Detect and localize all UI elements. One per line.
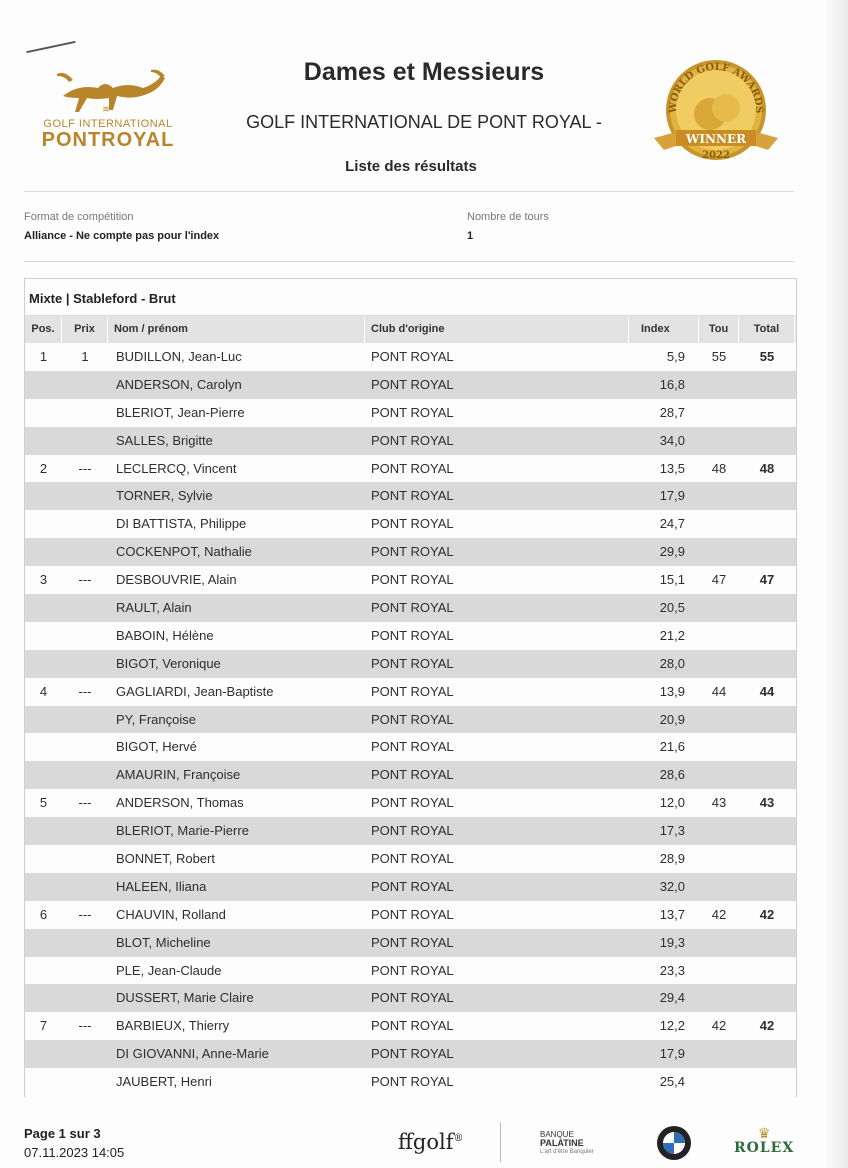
table-row bbox=[25, 1068, 796, 1096]
cell-club: PONT ROYAL bbox=[371, 460, 454, 476]
svg-text:WINNER: WINNER bbox=[685, 132, 747, 146]
table-row bbox=[25, 761, 796, 789]
cell-index: 17,9 bbox=[659, 1046, 685, 1062]
cell-index: 13,5 bbox=[659, 460, 685, 476]
cell-prix bbox=[62, 957, 108, 985]
club-subtitle: GOLF INTERNATIONAL DE PONT ROYAL - bbox=[246, 112, 602, 132]
cell-pos bbox=[25, 733, 62, 761]
cell-prix: --- bbox=[78, 572, 92, 588]
cell-name: RAULT, Alain bbox=[116, 600, 192, 616]
cell-pos: 3 bbox=[39, 572, 48, 588]
cell-prix bbox=[62, 399, 108, 427]
cell-tou: 55 bbox=[711, 349, 727, 364]
cell-index: 23,3 bbox=[659, 962, 685, 978]
svg-text:≋: ≋ bbox=[102, 105, 110, 115]
cell-prix bbox=[62, 817, 108, 845]
table-row bbox=[25, 901, 796, 929]
cell-index: 29,4 bbox=[659, 990, 685, 1006]
logo-subtitle: GOLF INTERNATIONAL bbox=[43, 118, 173, 130]
cell-total bbox=[739, 984, 795, 1012]
cell-total bbox=[739, 427, 795, 455]
header-name: Nom / prénom bbox=[108, 316, 365, 343]
cell-prix bbox=[62, 984, 108, 1012]
cell-tou bbox=[699, 399, 739, 427]
table-row bbox=[25, 482, 796, 510]
cell-tou bbox=[699, 538, 739, 566]
table-row bbox=[25, 929, 796, 957]
pen-mark bbox=[26, 41, 75, 53]
bmw-logo bbox=[656, 1125, 692, 1166]
cell-tou bbox=[699, 427, 739, 455]
cell-tou: 42 bbox=[711, 1018, 727, 1034]
cell-club: PONT ROYAL bbox=[371, 795, 454, 811]
cell-pos: 4 bbox=[39, 683, 48, 699]
cell-index: 12,0 bbox=[659, 795, 685, 811]
cell-total: 42 bbox=[759, 906, 775, 922]
cell-index: 28,0 bbox=[659, 655, 685, 671]
cell-tou: 44 bbox=[711, 683, 727, 699]
header-index: Index bbox=[629, 316, 699, 343]
cell-club: PONT ROYAL bbox=[371, 488, 454, 504]
cell-prix bbox=[62, 427, 108, 455]
cell-name: PLE, Jean-Claude bbox=[116, 962, 222, 978]
cell-name: BUDILLON, Jean-Luc bbox=[116, 349, 242, 364]
cell-pos bbox=[25, 1068, 62, 1096]
cell-club: PONT ROYAL bbox=[371, 711, 454, 727]
table-row bbox=[25, 594, 796, 622]
cell-prix: --- bbox=[78, 795, 92, 811]
cell-name: JAUBERT, Henri bbox=[116, 1074, 212, 1090]
cell-total: 43 bbox=[759, 795, 775, 811]
cell-pos bbox=[25, 371, 62, 399]
cell-total: 42 bbox=[759, 1018, 775, 1034]
cell-index: 32,0 bbox=[659, 878, 685, 894]
cell-pos bbox=[25, 594, 62, 622]
cell-name: BIGOT, Veronique bbox=[116, 655, 221, 671]
cell-prix bbox=[62, 761, 108, 789]
table-row bbox=[25, 817, 796, 845]
cell-index: 20,9 bbox=[659, 711, 685, 727]
cell-pos bbox=[25, 929, 62, 957]
cell-total bbox=[739, 371, 795, 399]
cell-club: PONT ROYAL bbox=[371, 572, 454, 588]
cell-index: 21,2 bbox=[659, 627, 685, 643]
cell-club: PONT ROYAL bbox=[371, 906, 454, 922]
svg-text:WORLD GOLF AWARDS: WORLD GOLF AWARDS bbox=[667, 61, 765, 114]
cell-total bbox=[739, 761, 795, 789]
table-row bbox=[25, 789, 796, 817]
table-row bbox=[25, 455, 796, 483]
banque-line3: L'art d'être Banquier bbox=[540, 1149, 594, 1155]
footer-divider bbox=[500, 1122, 501, 1162]
cell-pos: 2 bbox=[39, 460, 48, 476]
cell-total bbox=[739, 594, 795, 622]
cell-prix: --- bbox=[78, 683, 92, 699]
format-label: Format de compétition bbox=[24, 211, 134, 223]
cell-pos: 1 bbox=[39, 349, 48, 364]
cell-index: 12,2 bbox=[659, 1018, 685, 1034]
registered-mark: ® bbox=[453, 1133, 464, 1144]
page-title: Dames et Messieurs bbox=[303, 58, 545, 86]
cell-prix: --- bbox=[78, 906, 92, 922]
cell-pos bbox=[25, 957, 62, 985]
cell-name: AMAURIN, Françoise bbox=[116, 767, 241, 783]
banque-line2: PALATINE bbox=[540, 1138, 584, 1148]
cell-prix bbox=[62, 873, 108, 901]
cell-prix bbox=[62, 482, 108, 510]
cell-name: CHAUVIN, Rolland bbox=[116, 906, 226, 922]
cell-pos bbox=[25, 1040, 62, 1068]
cell-club: PONT ROYAL bbox=[371, 516, 454, 532]
cell-index: 25,4 bbox=[659, 1074, 685, 1090]
cell-total bbox=[739, 817, 795, 845]
cell-prix bbox=[62, 706, 108, 734]
cell-name: BLERIOT, Jean-Pierre bbox=[116, 404, 245, 420]
header-tou: Tou bbox=[699, 316, 739, 343]
table-row bbox=[25, 678, 796, 706]
table-row bbox=[25, 538, 796, 566]
svg-text:2022: 2022 bbox=[702, 150, 730, 161]
cell-name: ANDERSON, Carolyn bbox=[116, 376, 242, 392]
cell-total bbox=[739, 1068, 795, 1096]
cell-name: BLOT, Micheline bbox=[116, 934, 211, 950]
logo-name: PONTROYAL bbox=[41, 129, 175, 151]
cell-index: 21,6 bbox=[659, 739, 685, 755]
cell-total bbox=[739, 1040, 795, 1068]
cell-pos bbox=[25, 873, 62, 901]
cell-tou: 48 bbox=[711, 460, 727, 476]
cell-prix bbox=[62, 1040, 108, 1068]
page-number: Page 1 sur 3 bbox=[24, 1126, 101, 1141]
cell-pos: 6 bbox=[39, 906, 48, 922]
cell-club: PONT ROYAL bbox=[371, 1074, 454, 1090]
cell-tou bbox=[699, 984, 739, 1012]
cell-pos bbox=[25, 399, 62, 427]
cell-index: 28,9 bbox=[659, 851, 685, 867]
cell-pos: 7 bbox=[39, 1018, 48, 1034]
cell-total bbox=[739, 538, 795, 566]
cell-total bbox=[739, 873, 795, 901]
cell-club: PONT ROYAL bbox=[371, 934, 454, 950]
cell-prix bbox=[62, 650, 108, 678]
cell-prix bbox=[62, 622, 108, 650]
banque-palatine-logo bbox=[540, 1130, 594, 1157]
cell-pos bbox=[25, 845, 62, 873]
cell-total bbox=[739, 650, 795, 678]
header-prix: Prix bbox=[62, 316, 108, 343]
cell-club: PONT ROYAL bbox=[371, 683, 454, 699]
cell-club: PONT ROYAL bbox=[371, 990, 454, 1006]
cell-tou bbox=[699, 845, 739, 873]
cell-name: BLERIOT, Marie-Pierre bbox=[116, 823, 249, 839]
cell-total bbox=[739, 706, 795, 734]
cell-tou bbox=[699, 706, 739, 734]
cell-total: 47 bbox=[759, 572, 775, 588]
cell-name: SALLES, Brigitte bbox=[116, 432, 213, 448]
cell-tou: 47 bbox=[711, 572, 727, 588]
cell-prix bbox=[62, 371, 108, 399]
cell-pos bbox=[25, 510, 62, 538]
cell-club: PONT ROYAL bbox=[371, 349, 454, 364]
cell-pos bbox=[25, 761, 62, 789]
cell-name: BABOIN, Hélène bbox=[116, 627, 214, 643]
cell-name: BIGOT, Hervé bbox=[116, 739, 197, 755]
cell-club: PONT ROYAL bbox=[371, 851, 454, 867]
cell-pos bbox=[25, 538, 62, 566]
table-body bbox=[25, 343, 796, 1096]
cell-club: PONT ROYAL bbox=[371, 1018, 454, 1034]
cell-club: PONT ROYAL bbox=[371, 544, 454, 560]
cell-total bbox=[739, 399, 795, 427]
cell-pos bbox=[25, 650, 62, 678]
cell-name: PY, Françoise bbox=[116, 711, 196, 727]
cell-prix bbox=[62, 929, 108, 957]
table-row bbox=[25, 957, 796, 985]
cell-tou: 42 bbox=[711, 906, 727, 922]
divider bbox=[24, 261, 794, 262]
cell-pos bbox=[25, 817, 62, 845]
table-row bbox=[25, 706, 796, 734]
table-row bbox=[25, 873, 796, 901]
cell-tou: 43 bbox=[711, 795, 727, 811]
table-row bbox=[25, 1012, 796, 1040]
table-header bbox=[25, 316, 796, 343]
cell-club: PONT ROYAL bbox=[371, 1046, 454, 1062]
divider bbox=[24, 191, 794, 192]
cell-total bbox=[739, 957, 795, 985]
list-title: Liste des résultats bbox=[345, 158, 477, 175]
cell-pos bbox=[25, 706, 62, 734]
cell-total bbox=[739, 510, 795, 538]
table-row bbox=[25, 1040, 796, 1068]
cell-pos bbox=[25, 622, 62, 650]
rolex-logo bbox=[734, 1126, 794, 1156]
cell-index: 17,9 bbox=[659, 488, 685, 504]
header-club: Club d'origine bbox=[365, 316, 629, 343]
cell-index: 24,7 bbox=[659, 516, 685, 532]
table-row bbox=[25, 510, 796, 538]
cell-index: 28,6 bbox=[659, 767, 685, 783]
cell-total bbox=[739, 929, 795, 957]
cell-club: PONT ROYAL bbox=[371, 962, 454, 978]
cell-index: 13,9 bbox=[659, 683, 685, 699]
cell-prix bbox=[62, 733, 108, 761]
cell-club: PONT ROYAL bbox=[371, 600, 454, 616]
cell-index: 15,1 bbox=[659, 572, 685, 588]
cell-index: 5,9 bbox=[666, 349, 685, 364]
table-row bbox=[25, 650, 796, 678]
cell-name: LECLERCQ, Vincent bbox=[116, 460, 237, 476]
cell-total: 48 bbox=[759, 460, 775, 476]
table-row bbox=[25, 622, 796, 650]
tours-value: 1 bbox=[467, 230, 474, 242]
results-table bbox=[24, 278, 797, 1097]
cell-name: GAGLIARDI, Jean-Baptiste bbox=[116, 683, 274, 699]
award-icon bbox=[650, 52, 782, 170]
tours-label: Nombre de tours bbox=[467, 211, 549, 223]
cell-tou bbox=[699, 650, 739, 678]
cell-club: PONT ROYAL bbox=[371, 823, 454, 839]
cell-name: BARBIEUX, Thierry bbox=[116, 1018, 230, 1034]
cell-index: 19,3 bbox=[659, 934, 685, 950]
cell-total bbox=[739, 733, 795, 761]
cell-pos bbox=[25, 984, 62, 1012]
cell-prix bbox=[62, 845, 108, 873]
cell-club: PONT ROYAL bbox=[371, 739, 454, 755]
table-row bbox=[25, 845, 796, 873]
print-date: 07.11.2023 14:05 bbox=[24, 1145, 125, 1160]
table-row bbox=[25, 343, 796, 371]
section-title: Mixte | Stableford - Brut bbox=[25, 279, 796, 316]
cell-tou bbox=[699, 482, 739, 510]
cell-club: PONT ROYAL bbox=[371, 627, 454, 643]
cell-pos bbox=[25, 427, 62, 455]
cell-name: TORNER, Sylvie bbox=[116, 488, 213, 504]
cell-club: PONT ROYAL bbox=[371, 376, 454, 392]
crown-icon: ♛ bbox=[757, 1125, 771, 1141]
cell-tou bbox=[699, 957, 739, 985]
header-pos: Pos. bbox=[25, 316, 62, 343]
cell-club: PONT ROYAL bbox=[371, 404, 454, 420]
bmw-roundel-icon bbox=[656, 1125, 692, 1161]
table-row bbox=[25, 371, 796, 399]
cell-name: DI GIOVANNI, Anne-Marie bbox=[116, 1046, 269, 1062]
cell-name: HALEEN, Iliana bbox=[116, 878, 207, 894]
cell-index: 13,7 bbox=[659, 906, 685, 922]
cell-total bbox=[739, 845, 795, 873]
cell-club: PONT ROYAL bbox=[371, 767, 454, 783]
cell-prix bbox=[62, 594, 108, 622]
cell-prix bbox=[62, 1068, 108, 1096]
cell-prix: --- bbox=[78, 1018, 92, 1034]
cell-index: 20,5 bbox=[659, 600, 685, 616]
cell-tou bbox=[699, 929, 739, 957]
cell-index: 34,0 bbox=[659, 432, 685, 448]
page-edge bbox=[826, 0, 848, 1168]
cell-pos: 5 bbox=[39, 795, 48, 811]
cell-tou bbox=[699, 622, 739, 650]
cell-name: COCKENPOT, Nathalie bbox=[116, 544, 252, 560]
cell-club: PONT ROYAL bbox=[371, 878, 454, 894]
cell-prix: 1 bbox=[81, 349, 89, 364]
cell-tou bbox=[699, 594, 739, 622]
table-row bbox=[25, 427, 796, 455]
world-golf-awards-badge bbox=[650, 52, 782, 170]
cell-name: DUSSERT, Marie Claire bbox=[116, 990, 254, 1006]
cell-total: 55 bbox=[759, 349, 775, 364]
cell-prix: --- bbox=[78, 460, 92, 476]
cell-name: DESBOUVRIE, Alain bbox=[116, 572, 237, 588]
ffgolf-logo bbox=[398, 1130, 464, 1154]
cell-total: 44 bbox=[759, 683, 775, 699]
table-row bbox=[25, 566, 796, 594]
cell-index: 29,9 bbox=[659, 544, 685, 560]
cell-prix bbox=[62, 538, 108, 566]
cell-index: 17,3 bbox=[659, 823, 685, 839]
cell-tou bbox=[699, 817, 739, 845]
cell-tou bbox=[699, 1068, 739, 1096]
cell-tou bbox=[699, 873, 739, 901]
table-row bbox=[25, 984, 796, 1012]
format-value: Alliance - Ne compte pas pour l'index bbox=[24, 230, 220, 242]
cell-name: ANDERSON, Thomas bbox=[116, 795, 244, 811]
cell-tou bbox=[699, 761, 739, 789]
cell-club: PONT ROYAL bbox=[371, 432, 454, 448]
cell-total bbox=[739, 622, 795, 650]
rolex-text: ROLEX bbox=[734, 1140, 795, 1156]
cell-tou bbox=[699, 1040, 739, 1068]
cell-prix bbox=[62, 510, 108, 538]
ffgolf-text: ffgolf bbox=[398, 1130, 454, 1154]
cell-index: 28,7 bbox=[659, 404, 685, 420]
header-total: Total bbox=[739, 316, 795, 343]
table-row bbox=[25, 399, 796, 427]
cell-total bbox=[739, 482, 795, 510]
cell-tou bbox=[699, 510, 739, 538]
cell-name: BONNET, Robert bbox=[116, 851, 215, 867]
banque-line1: BANQUE bbox=[540, 1130, 574, 1139]
cell-tou bbox=[699, 733, 739, 761]
cell-index: 16,8 bbox=[659, 376, 685, 392]
cell-club: PONT ROYAL bbox=[371, 655, 454, 671]
cell-tou bbox=[699, 371, 739, 399]
cell-pos bbox=[25, 482, 62, 510]
table-row bbox=[25, 733, 796, 761]
cell-name: DI BATTISTA, Philippe bbox=[116, 516, 247, 532]
